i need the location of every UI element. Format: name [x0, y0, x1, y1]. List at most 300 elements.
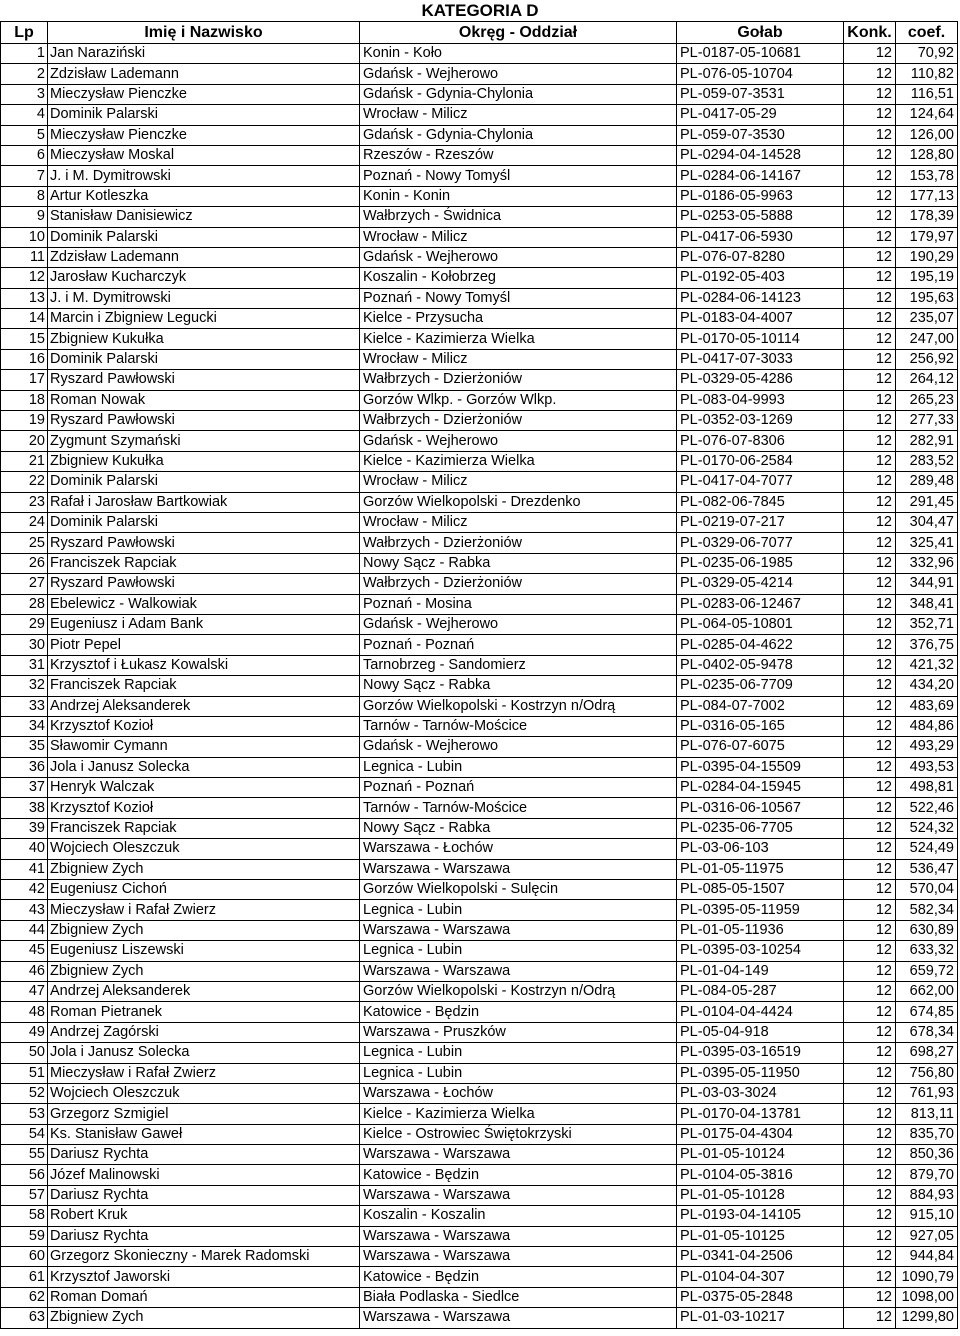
cell-ring: PL-0316-05-165	[677, 716, 844, 736]
cell-ring: PL-0235-06-7709	[677, 676, 844, 696]
cell-lp: 54	[1, 1124, 48, 1144]
cell-name: Jarosław Kucharczyk	[48, 268, 360, 288]
cell-ring: PL-059-07-3530	[677, 125, 844, 145]
cell-lp: 56	[1, 1165, 48, 1185]
cell-ring: PL-0193-04-14105	[677, 1206, 844, 1226]
cell-konk: 12	[844, 798, 896, 818]
cell-ring: PL-0219-07-217	[677, 512, 844, 532]
cell-region: Warszawa - Warszawa	[360, 1247, 677, 1267]
cell-region: Wałbrzych - Dzierżoniów	[360, 533, 677, 553]
cell-region: Poznań - Nowy Tomyśl	[360, 288, 677, 308]
cell-lp: 38	[1, 798, 48, 818]
cell-region: Wrocław - Milicz	[360, 349, 677, 369]
cell-konk: 12	[844, 1267, 896, 1287]
cell-region: Nowy Sącz - Rabka	[360, 676, 677, 696]
cell-region: Kielce - Ostrowiec Świętokrzyski	[360, 1124, 677, 1144]
cell-coef: 190,29	[896, 247, 958, 267]
cell-ring: PL-0170-05-10114	[677, 329, 844, 349]
table-row	[1, 635, 958, 655]
cell-coef: 570,04	[896, 880, 958, 900]
cell-coef: 265,23	[896, 390, 958, 410]
cell-lp: 26	[1, 553, 48, 573]
cell-konk: 12	[844, 533, 896, 553]
cell-ring: PL-0283-06-12467	[677, 594, 844, 614]
cell-lp: 36	[1, 757, 48, 777]
table-row	[1, 1308, 958, 1328]
table-row	[1, 696, 958, 716]
cell-name: Zbigniew Kukułka	[48, 329, 360, 349]
cell-konk: 12	[844, 1308, 896, 1328]
cell-coef: 126,00	[896, 125, 958, 145]
table-row	[1, 1145, 958, 1165]
table-row	[1, 492, 958, 512]
cell-ring: PL-0395-05-11959	[677, 900, 844, 920]
table-body	[1, 44, 958, 1329]
cell-konk: 12	[844, 778, 896, 798]
cell-name: Krzysztof Kozioł	[48, 798, 360, 818]
cell-region: Gorzów Wlkp. - Gorzów Wlkp.	[360, 390, 677, 410]
cell-coef: 195,63	[896, 288, 958, 308]
cell-konk: 12	[844, 1043, 896, 1063]
cell-coef: 179,97	[896, 227, 958, 247]
table-row	[1, 227, 958, 247]
table-row	[1, 451, 958, 471]
cell-region: Warszawa - Warszawa	[360, 1308, 677, 1328]
cell-name: Roman Pietranek	[48, 1002, 360, 1022]
cell-konk: 12	[844, 1022, 896, 1042]
cell-konk: 12	[844, 941, 896, 961]
cell-region: Poznań - Mosina	[360, 594, 677, 614]
cell-konk: 12	[844, 1185, 896, 1205]
cell-coef: 1090,79	[896, 1267, 958, 1287]
cell-konk: 12	[844, 920, 896, 940]
cell-coef: 761,93	[896, 1083, 958, 1103]
cell-region: Legnica - Lubin	[360, 941, 677, 961]
cell-coef: 944,84	[896, 1247, 958, 1267]
table-header-row	[1, 22, 958, 44]
cell-name: J. i M. Dymitrowski	[48, 288, 360, 308]
cell-coef: 662,00	[896, 981, 958, 1001]
cell-konk: 12	[844, 1124, 896, 1144]
cell-ring: PL-076-07-8306	[677, 431, 844, 451]
cell-name: Wojciech Oleszczuk	[48, 839, 360, 859]
table-row	[1, 737, 958, 757]
cell-name: Mieczysław Moskal	[48, 145, 360, 165]
cell-lp: 10	[1, 227, 48, 247]
table-row	[1, 431, 958, 451]
cell-name: Krzysztof i Łukasz Kowalski	[48, 655, 360, 675]
table-row	[1, 349, 958, 369]
cell-name: Zbigniew Zych	[48, 961, 360, 981]
cell-ring: PL-0375-05-2848	[677, 1287, 844, 1307]
cell-coef: 674,85	[896, 1002, 958, 1022]
table-row	[1, 757, 958, 777]
cell-ring: PL-0284-06-14167	[677, 166, 844, 186]
table-row	[1, 1104, 958, 1124]
cell-coef: 352,71	[896, 614, 958, 634]
cell-konk: 12	[844, 961, 896, 981]
cell-coef: 332,96	[896, 553, 958, 573]
cell-region: Poznań - Poznań	[360, 635, 677, 655]
cell-region: Warszawa - Łochów	[360, 1083, 677, 1103]
header-region: Okręg - Oddział	[360, 22, 677, 44]
cell-konk: 12	[844, 594, 896, 614]
cell-lp: 32	[1, 676, 48, 696]
cell-name: Andrzej Aleksanderek	[48, 981, 360, 1001]
table-row	[1, 1022, 958, 1042]
cell-konk: 12	[844, 981, 896, 1001]
cell-konk: 12	[844, 390, 896, 410]
cell-lp: 2	[1, 64, 48, 84]
table-row	[1, 778, 958, 798]
cell-coef: 1098,00	[896, 1287, 958, 1307]
table-row	[1, 390, 958, 410]
cell-lp: 42	[1, 880, 48, 900]
cell-ring: PL-0417-07-3033	[677, 349, 844, 369]
cell-lp: 29	[1, 614, 48, 634]
cell-lp: 5	[1, 125, 48, 145]
cell-ring: PL-0395-04-15509	[677, 757, 844, 777]
cell-ring: PL-0402-05-9478	[677, 655, 844, 675]
cell-region: Wałbrzych - Dzierżoniów	[360, 574, 677, 594]
cell-konk: 12	[844, 64, 896, 84]
cell-konk: 12	[844, 1165, 896, 1185]
cell-konk: 12	[844, 329, 896, 349]
table-row	[1, 941, 958, 961]
cell-konk: 12	[844, 472, 896, 492]
cell-lp: 48	[1, 1002, 48, 1022]
cell-region: Wałbrzych - Dzierżoniów	[360, 370, 677, 390]
table-row	[1, 64, 958, 84]
table-row	[1, 1165, 958, 1185]
cell-name: Franciszek Rapciak	[48, 818, 360, 838]
cell-lp: 21	[1, 451, 48, 471]
cell-coef: 283,52	[896, 451, 958, 471]
cell-coef: 348,41	[896, 594, 958, 614]
cell-coef: 915,10	[896, 1206, 958, 1226]
cell-region: Warszawa - Warszawa	[360, 920, 677, 940]
cell-konk: 12	[844, 349, 896, 369]
cell-name: Sławomir Cymann	[48, 737, 360, 757]
cell-region: Kielce - Kazimierza Wielka	[360, 1104, 677, 1124]
cell-lp: 4	[1, 105, 48, 125]
cell-ring: PL-01-05-11936	[677, 920, 844, 940]
cell-region: Wrocław - Milicz	[360, 512, 677, 532]
cell-region: Nowy Sącz - Rabka	[360, 553, 677, 573]
cell-lp: 16	[1, 349, 48, 369]
cell-lp: 27	[1, 574, 48, 594]
cell-region: Wrocław - Milicz	[360, 105, 677, 125]
table-row	[1, 268, 958, 288]
table-row	[1, 1185, 958, 1205]
cell-name: Krzysztof Jaworski	[48, 1267, 360, 1287]
cell-coef: 325,41	[896, 533, 958, 553]
cell-konk: 12	[844, 1145, 896, 1165]
cell-lp: 39	[1, 818, 48, 838]
cell-ring: PL-0341-04-2506	[677, 1247, 844, 1267]
cell-region: Wrocław - Milicz	[360, 227, 677, 247]
cell-name: Zbigniew Kukułka	[48, 451, 360, 471]
cell-lp: 13	[1, 288, 48, 308]
cell-konk: 12	[844, 1206, 896, 1226]
cell-coef: 256,92	[896, 349, 958, 369]
cell-coef: 153,78	[896, 166, 958, 186]
cell-lp: 35	[1, 737, 48, 757]
cell-name: Krzysztof Kozioł	[48, 716, 360, 736]
cell-coef: 493,29	[896, 737, 958, 757]
cell-ring: PL-0316-06-10567	[677, 798, 844, 818]
cell-ring: PL-076-05-10704	[677, 64, 844, 84]
cell-name: Eugeniusz i Adam Bank	[48, 614, 360, 634]
cell-ring: PL-076-07-6075	[677, 737, 844, 757]
header-coef: coef.	[896, 22, 958, 44]
cell-region: Poznań - Nowy Tomyśl	[360, 166, 677, 186]
cell-coef: 524,32	[896, 818, 958, 838]
cell-name: Piotr Pepel	[48, 635, 360, 655]
cell-konk: 12	[844, 676, 896, 696]
header-lp: Lp	[1, 22, 48, 44]
cell-name: Franciszek Rapciak	[48, 553, 360, 573]
table-row	[1, 614, 958, 634]
cell-ring: PL-084-07-7002	[677, 696, 844, 716]
cell-ring: PL-0104-04-307	[677, 1267, 844, 1287]
cell-ring: PL-0284-04-15945	[677, 778, 844, 798]
cell-ring: PL-01-05-11975	[677, 859, 844, 879]
cell-konk: 12	[844, 553, 896, 573]
cell-lp: 55	[1, 1145, 48, 1165]
cell-ring: PL-0235-06-7705	[677, 818, 844, 838]
table-row	[1, 594, 958, 614]
cell-coef: 483,69	[896, 696, 958, 716]
table-row	[1, 44, 958, 64]
table-row	[1, 1206, 958, 1226]
cell-lp: 50	[1, 1043, 48, 1063]
cell-name: Zdzisław Lademann	[48, 247, 360, 267]
cell-ring: PL-01-05-10128	[677, 1185, 844, 1205]
cell-name: Jan Naraziński	[48, 44, 360, 64]
cell-region: Nowy Sącz - Rabka	[360, 818, 677, 838]
cell-konk: 12	[844, 227, 896, 247]
cell-region: Gorzów Wielkopolski - Kostrzyn n/Odrą	[360, 981, 677, 1001]
cell-name: Dominik Palarski	[48, 105, 360, 125]
cell-region: Tarnów - Tarnów-Mościce	[360, 716, 677, 736]
cell-ring: PL-082-06-7845	[677, 492, 844, 512]
cell-ring: PL-0329-05-4214	[677, 574, 844, 594]
cell-konk: 12	[844, 268, 896, 288]
table-row	[1, 920, 958, 940]
cell-lp: 40	[1, 839, 48, 859]
cell-lp: 8	[1, 186, 48, 206]
cell-lp: 34	[1, 716, 48, 736]
cell-region: Warszawa - Pruszków	[360, 1022, 677, 1042]
table-row	[1, 574, 958, 594]
cell-konk: 12	[844, 1247, 896, 1267]
cell-name: Artur Kotleszka	[48, 186, 360, 206]
table-row	[1, 1002, 958, 1022]
table-row	[1, 900, 958, 920]
cell-ring: PL-0104-04-4424	[677, 1002, 844, 1022]
cell-ring: PL-05-04-918	[677, 1022, 844, 1042]
table-row	[1, 207, 958, 227]
cell-ring: PL-0284-06-14123	[677, 288, 844, 308]
cell-coef: 484,86	[896, 716, 958, 736]
cell-coef: 698,27	[896, 1043, 958, 1063]
cell-konk: 12	[844, 1226, 896, 1246]
cell-name: Ryszard Pawłowski	[48, 533, 360, 553]
cell-name: Grzegorz Skonieczny - Marek Radomski	[48, 1247, 360, 1267]
cell-lp: 14	[1, 309, 48, 329]
cell-coef: 344,91	[896, 574, 958, 594]
cell-region: Warszawa - Warszawa	[360, 1145, 677, 1165]
cell-coef: 434,20	[896, 676, 958, 696]
cell-coef: 678,34	[896, 1022, 958, 1042]
cell-lp: 44	[1, 920, 48, 940]
cell-coef: 376,75	[896, 635, 958, 655]
table-row	[1, 411, 958, 431]
cell-lp: 43	[1, 900, 48, 920]
cell-coef: 850,36	[896, 1145, 958, 1165]
cell-region: Konin - Koło	[360, 44, 677, 64]
cell-lp: 37	[1, 778, 48, 798]
cell-name: Mieczysław Pienczke	[48, 84, 360, 104]
cell-region: Legnica - Lubin	[360, 757, 677, 777]
cell-region: Gdańsk - Gdynia-Chylonia	[360, 125, 677, 145]
table-row	[1, 981, 958, 1001]
cell-name: Ryszard Pawłowski	[48, 574, 360, 594]
cell-coef: 630,89	[896, 920, 958, 940]
cell-coef: 659,72	[896, 961, 958, 981]
cell-lp: 28	[1, 594, 48, 614]
cell-konk: 12	[844, 1083, 896, 1103]
cell-coef: 493,53	[896, 757, 958, 777]
cell-lp: 46	[1, 961, 48, 981]
cell-coef: 177,13	[896, 186, 958, 206]
cell-konk: 12	[844, 44, 896, 64]
cell-name: Andrzej Zagórski	[48, 1022, 360, 1042]
cell-region: Tarnobrzeg - Sandomierz	[360, 655, 677, 675]
cell-konk: 12	[844, 716, 896, 736]
cell-name: Dominik Palarski	[48, 472, 360, 492]
cell-lp: 45	[1, 941, 48, 961]
cell-region: Legnica - Lubin	[360, 1063, 677, 1083]
cell-ring: PL-0352-03-1269	[677, 411, 844, 431]
cell-konk: 12	[844, 166, 896, 186]
cell-coef: 884,93	[896, 1185, 958, 1205]
cell-name: Eugeniusz Liszewski	[48, 941, 360, 961]
cell-konk: 12	[844, 1002, 896, 1022]
table-row	[1, 798, 958, 818]
cell-lp: 12	[1, 268, 48, 288]
table-row	[1, 818, 958, 838]
cell-ring: PL-076-07-8280	[677, 247, 844, 267]
table-row	[1, 247, 958, 267]
cell-coef: 927,05	[896, 1226, 958, 1246]
header-name: Imię i Nazwisko	[48, 22, 360, 44]
table-row	[1, 125, 958, 145]
cell-lp: 61	[1, 1267, 48, 1287]
cell-region: Katowice - Będzin	[360, 1267, 677, 1287]
cell-konk: 12	[844, 145, 896, 165]
cell-coef: 124,64	[896, 105, 958, 125]
cell-coef: 835,70	[896, 1124, 958, 1144]
cell-region: Wałbrzych - Świdnica	[360, 207, 677, 227]
cell-konk: 12	[844, 431, 896, 451]
cell-konk: 12	[844, 1104, 896, 1124]
table-row	[1, 1226, 958, 1246]
cell-name: Ryszard Pawłowski	[48, 370, 360, 390]
cell-coef: 235,07	[896, 309, 958, 329]
table-row	[1, 145, 958, 165]
cell-name: J. i M. Dymitrowski	[48, 166, 360, 186]
cell-name: Ks. Stanisław Gaweł	[48, 1124, 360, 1144]
header-ring: Gołab	[677, 22, 844, 44]
cell-konk: 12	[844, 411, 896, 431]
cell-coef: 756,80	[896, 1063, 958, 1083]
cell-lp: 18	[1, 390, 48, 410]
cell-ring: PL-0170-04-13781	[677, 1104, 844, 1124]
cell-konk: 12	[844, 1287, 896, 1307]
cell-coef: 116,51	[896, 84, 958, 104]
cell-coef: 110,82	[896, 64, 958, 84]
cell-lp: 62	[1, 1287, 48, 1307]
table-row	[1, 880, 958, 900]
cell-ring: PL-0253-05-5888	[677, 207, 844, 227]
cell-name: Robert Kruk	[48, 1206, 360, 1226]
cell-name: Zbigniew Zych	[48, 1308, 360, 1328]
cell-konk: 12	[844, 492, 896, 512]
cell-coef: 304,47	[896, 512, 958, 532]
table-row	[1, 84, 958, 104]
table-row	[1, 166, 958, 186]
cell-konk: 12	[844, 309, 896, 329]
cell-konk: 12	[844, 818, 896, 838]
results-table	[0, 21, 958, 1329]
table-row	[1, 716, 958, 736]
cell-region: Warszawa - Warszawa	[360, 1185, 677, 1205]
table-row	[1, 186, 958, 206]
cell-ring: PL-01-05-10125	[677, 1226, 844, 1246]
cell-ring: PL-03-03-3024	[677, 1083, 844, 1103]
table-row	[1, 329, 958, 349]
cell-konk: 12	[844, 1063, 896, 1083]
cell-name: Roman Nowak	[48, 390, 360, 410]
cell-coef: 522,46	[896, 798, 958, 818]
cell-konk: 12	[844, 737, 896, 757]
cell-region: Gdańsk - Wejherowo	[360, 737, 677, 757]
cell-name: Stanisław Danisiewicz	[48, 207, 360, 227]
cell-coef: 813,11	[896, 1104, 958, 1124]
cell-name: Zbigniew Zych	[48, 920, 360, 940]
cell-coef: 291,45	[896, 492, 958, 512]
cell-region: Konin - Konin	[360, 186, 677, 206]
cell-lp: 59	[1, 1226, 48, 1246]
cell-konk: 12	[844, 635, 896, 655]
table-row	[1, 288, 958, 308]
cell-coef: 195,19	[896, 268, 958, 288]
cell-name: Rafał i Jarosław Bartkowiak	[48, 492, 360, 512]
cell-coef: 128,80	[896, 145, 958, 165]
cell-region: Rzeszów - Rzeszów	[360, 145, 677, 165]
cell-ring: PL-084-05-287	[677, 981, 844, 1001]
cell-name: Franciszek Rapciak	[48, 676, 360, 696]
cell-region: Koszalin - Koszalin	[360, 1206, 677, 1226]
cell-ring: PL-01-04-149	[677, 961, 844, 981]
cell-lp: 53	[1, 1104, 48, 1124]
cell-region: Katowice - Będzin	[360, 1002, 677, 1022]
cell-name: Roman Domań	[48, 1287, 360, 1307]
cell-ring: PL-0329-05-4286	[677, 370, 844, 390]
cell-konk: 12	[844, 451, 896, 471]
